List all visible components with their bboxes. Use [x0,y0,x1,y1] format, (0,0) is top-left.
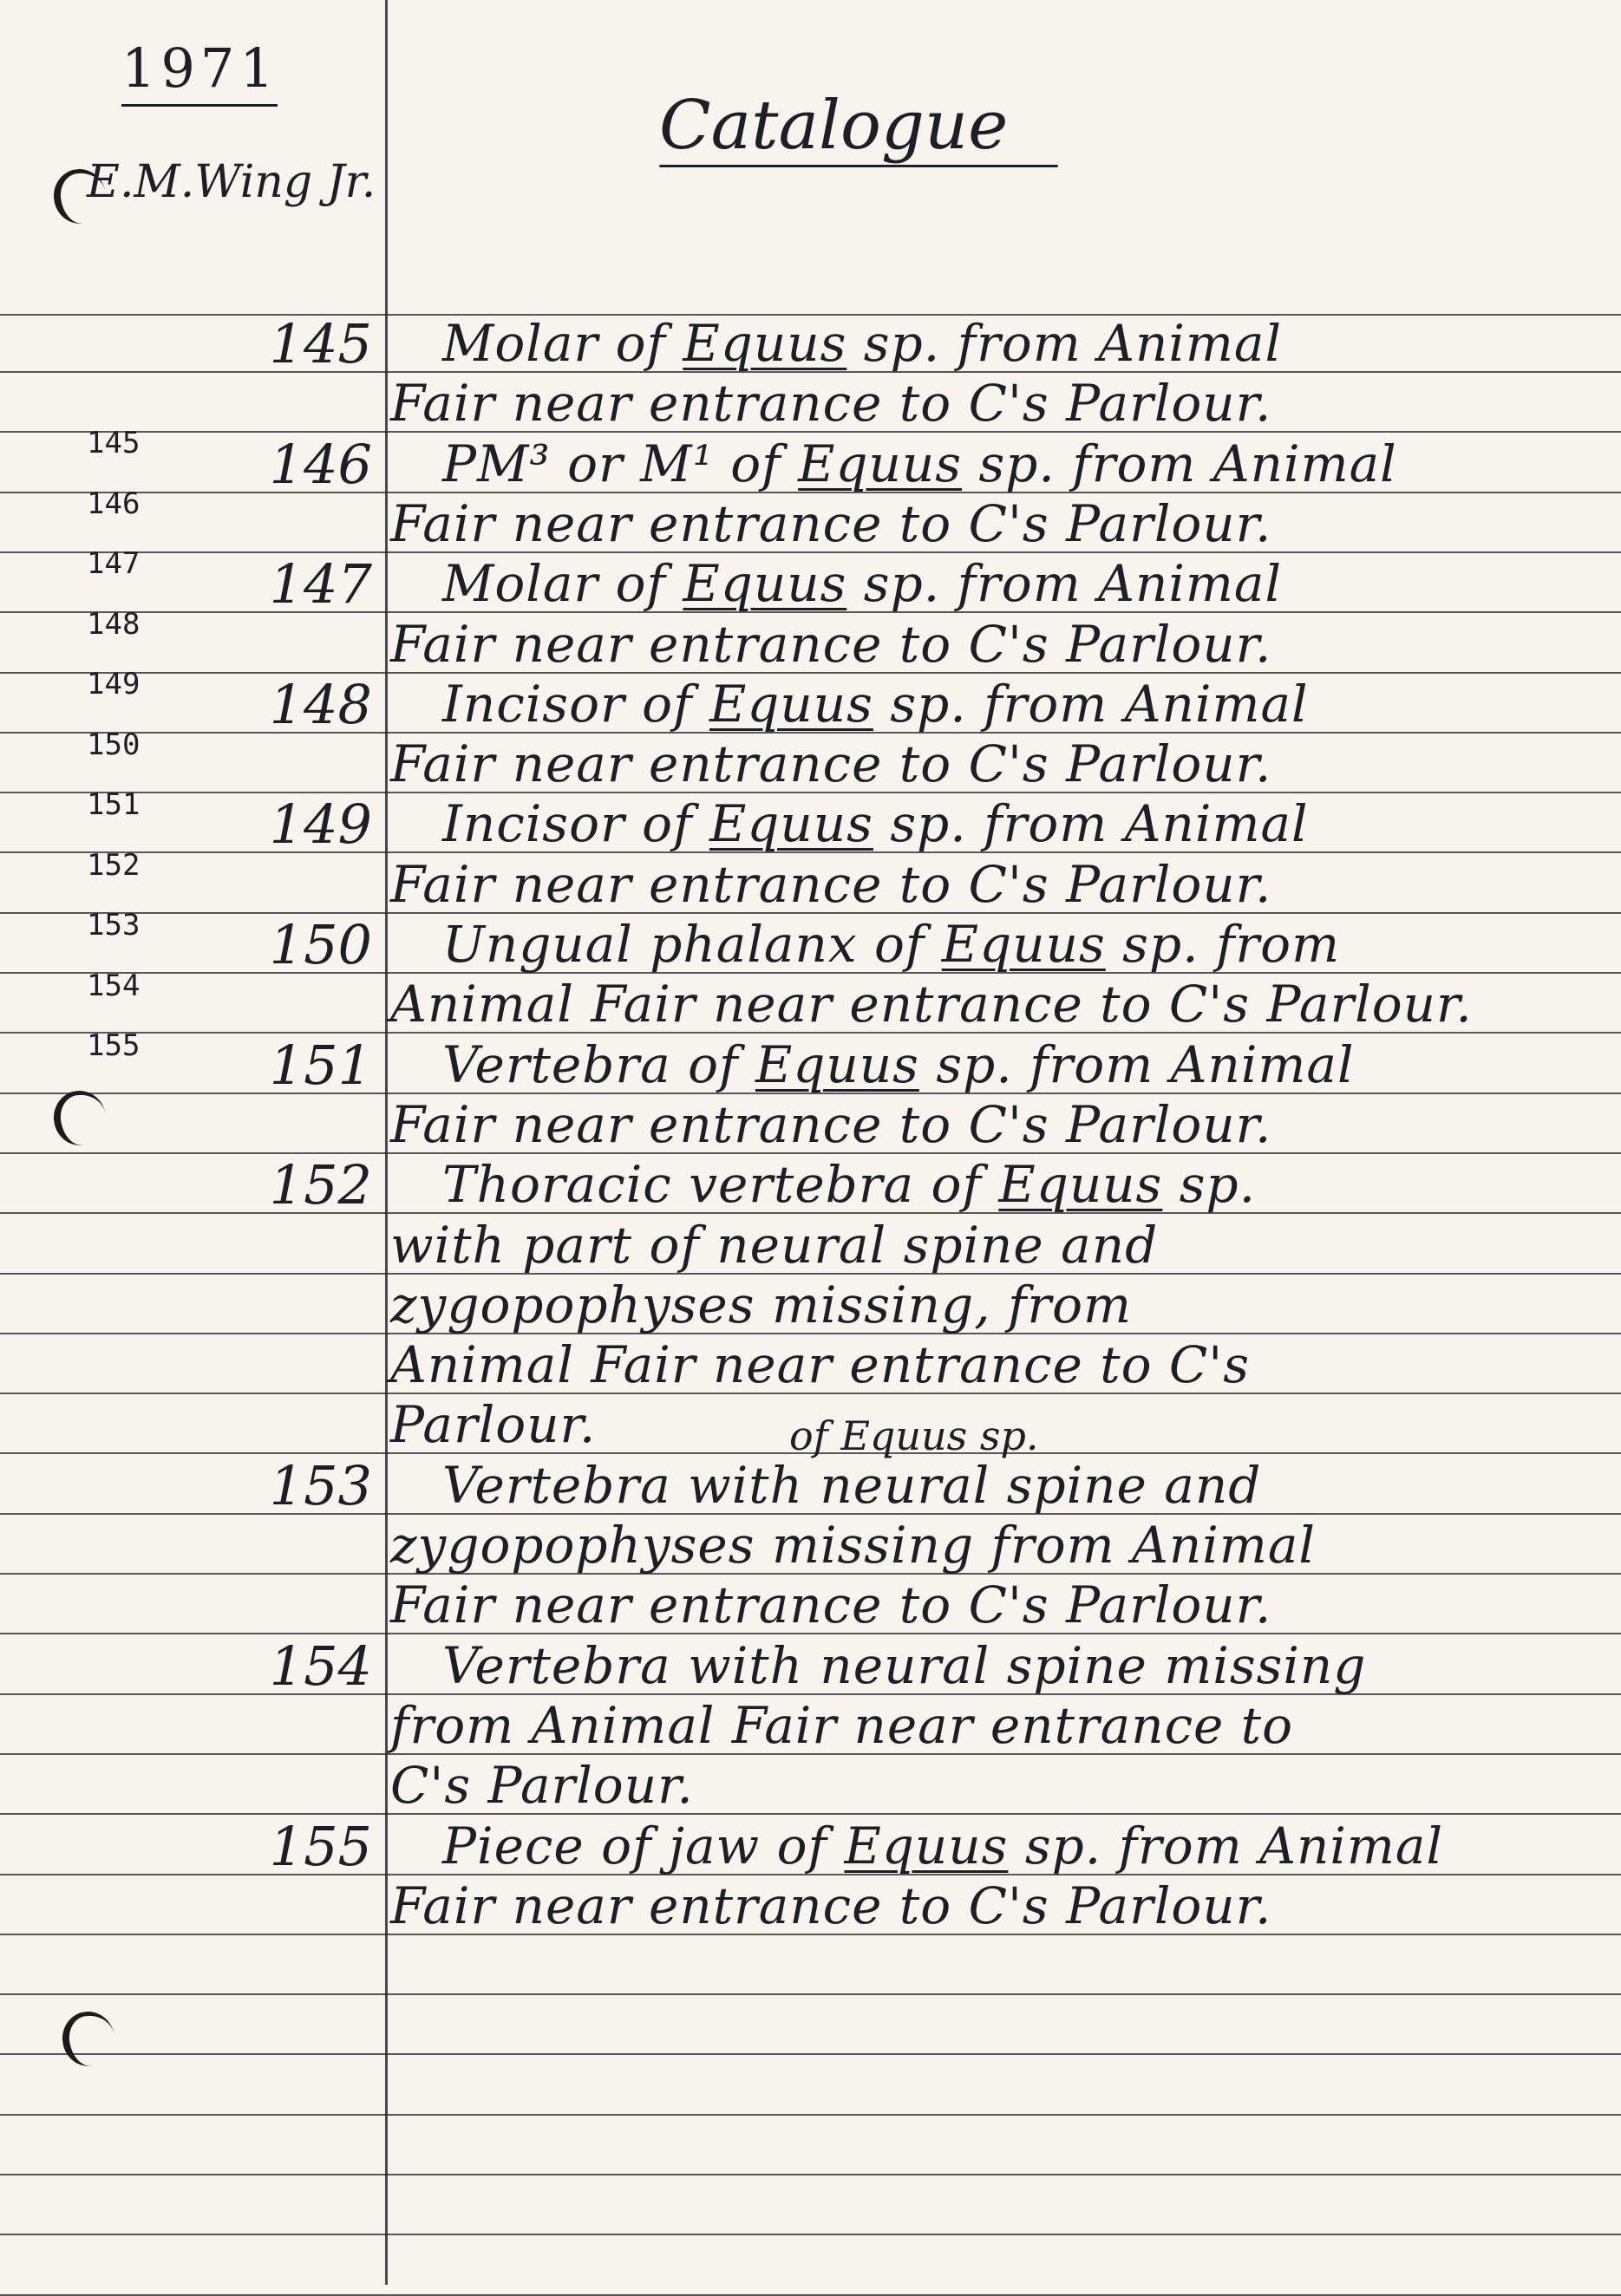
entry-text: Fair near entrance to C's Parlour. [390,614,1272,674]
entry-text-line [442,1035,1355,1094]
entry-text-line [390,615,1271,674]
rule-line [0,2053,1621,2055]
entry-text: sp. from [1105,915,1341,974]
typed-number: 149 [87,667,141,701]
entry-text-line [442,554,1282,613]
entry-text: from Animal Fair near entrance to [390,1695,1294,1755]
entry-number: 152 [269,1153,372,1217]
entry-text-line [390,855,1271,914]
entry-text: zygopophyses missing from Animal [390,1516,1316,1575]
entry-text-line [390,1335,1250,1394]
year: 1971 [121,36,279,100]
entry-number: 145 [269,312,372,375]
entry-text-line [442,915,1340,974]
inserted-note: of Equus sp. [789,1412,1039,1459]
typed-number: 148 [87,606,141,642]
entry-text-line [390,1216,1158,1275]
entry-text: Fair near entrance to C's Parlour. [390,1875,1272,1935]
rule-line [0,2234,1621,2235]
typed-number: 146 [87,486,141,521]
typed-number: 152 [87,847,141,883]
entry-text: Vertebra of [442,1034,755,1094]
entry-text-line [442,1817,1443,1875]
typed-number: 155 [87,1028,141,1063]
typed-number: 147 [87,546,141,581]
entry-text-line [390,1575,1271,1634]
typed-number: 151 [87,787,141,822]
entry-text-line [442,794,1309,853]
entry-text: sp. from Animal [1008,1816,1444,1875]
entry-text: sp. from Animal [873,674,1309,734]
year-underline [121,104,278,107]
entry-number: 151 [269,1033,372,1097]
entry-text: Vertebra with neural spine missing [442,1635,1367,1695]
entry-text: Fair near entrance to C's Parlour. [390,374,1272,434]
genus-name: Equus [709,674,873,734]
entry-text: Ungual phalanx of [442,915,942,974]
entry-text: C's Parlour. [390,1756,694,1816]
entry-text-line [390,1756,694,1815]
genus-name: Equus [844,1816,1009,1875]
entry-text: sp. from Animal [962,434,1397,493]
entry-text-line [390,734,1271,793]
genus-name: Equus [683,314,847,373]
genus-name: Equus [755,1034,919,1094]
rule-line [0,2174,1621,2175]
typed-number-list [87,421,140,1084]
entry-number: 153 [269,1453,372,1517]
typed-number: 154 [87,968,141,1003]
entry-text-line [390,1696,1293,1755]
entry-number: 154 [269,1634,372,1698]
entry-text: Vertebra with neural spine and [442,1455,1262,1515]
entry-text: Fair near entrance to C's Parlour. [390,734,1272,794]
genus-name: Equus [798,434,963,493]
entry-text: Molar of [442,314,683,373]
entry-text: Molar of [442,554,683,614]
entry-text-line [442,1636,1366,1695]
genus-name: Equus [683,554,847,614]
entry-text: sp. from Animal [846,314,1283,373]
entry-text: with part of neural spine and [390,1215,1159,1275]
entry-text-line [390,1095,1271,1154]
genus-name: Equus [709,794,873,854]
entry-text: Fair near entrance to C's Parlour. [390,493,1272,553]
entry-number: 150 [269,913,372,976]
entry-text: Piece of jaw of [442,1816,845,1875]
entry-text-line [442,1155,1256,1214]
genus-name: Equus [941,915,1106,974]
author-name: E.M.Wing Jr. [87,156,376,208]
entry-text-line [442,1456,1261,1515]
entry-number: 146 [269,432,372,496]
entry-text: Thoracic vertebra of [442,1155,999,1215]
entry-text: sp. from Animal [873,794,1309,854]
entry-number: 149 [269,793,372,857]
entry-text: sp. from Animal [918,1034,1355,1094]
entry-number: 148 [269,672,372,736]
rule-line [0,2294,1621,2296]
entry-text: Animal Fair near entrance to C's Parlour. [390,975,1473,1034]
entry-text: Incisor of [442,794,709,854]
typed-number: 145 [87,426,141,460]
entry-text: PM³ or M¹ of [442,434,799,493]
entry-text-line [390,374,1271,433]
entry-text-line [390,1395,596,1454]
entry-text: Fair near entrance to C's Parlour. [390,1094,1272,1154]
entry-text-line [390,1876,1271,1935]
entry-text: Parlour. [390,1395,597,1455]
entry-text-line [442,314,1282,373]
typed-number: 153 [87,908,141,943]
entry-text-line [390,1516,1316,1575]
typed-number: 150 [87,727,141,762]
entry-text-line [390,975,1473,1034]
margin-line [385,0,388,2285]
genus-name: Equus [998,1155,1163,1215]
entry-text: Incisor of [442,674,709,734]
entry-text: zygopophyses missing, from [390,1275,1133,1334]
rule-line [0,1993,1621,1995]
entry-text: Fair near entrance to C's Parlour. [390,1575,1272,1635]
title-underline [659,165,1058,167]
entry-text: Animal Fair near entrance to C's [390,1335,1251,1395]
page-title: Catalogue [659,87,1009,165]
entry-text-line [390,1275,1132,1334]
entry-text: sp. [1162,1155,1257,1215]
entry-number: 155 [269,1814,372,1878]
entry-text: Fair near entrance to C's Parlour. [390,854,1272,914]
entry-text-line [390,494,1271,553]
entry-text-line [442,434,1397,493]
entry-text-line [442,675,1309,734]
rule-line [0,2114,1621,2116]
entry-number: 147 [269,552,372,616]
entry-text: sp. from Animal [846,554,1283,614]
